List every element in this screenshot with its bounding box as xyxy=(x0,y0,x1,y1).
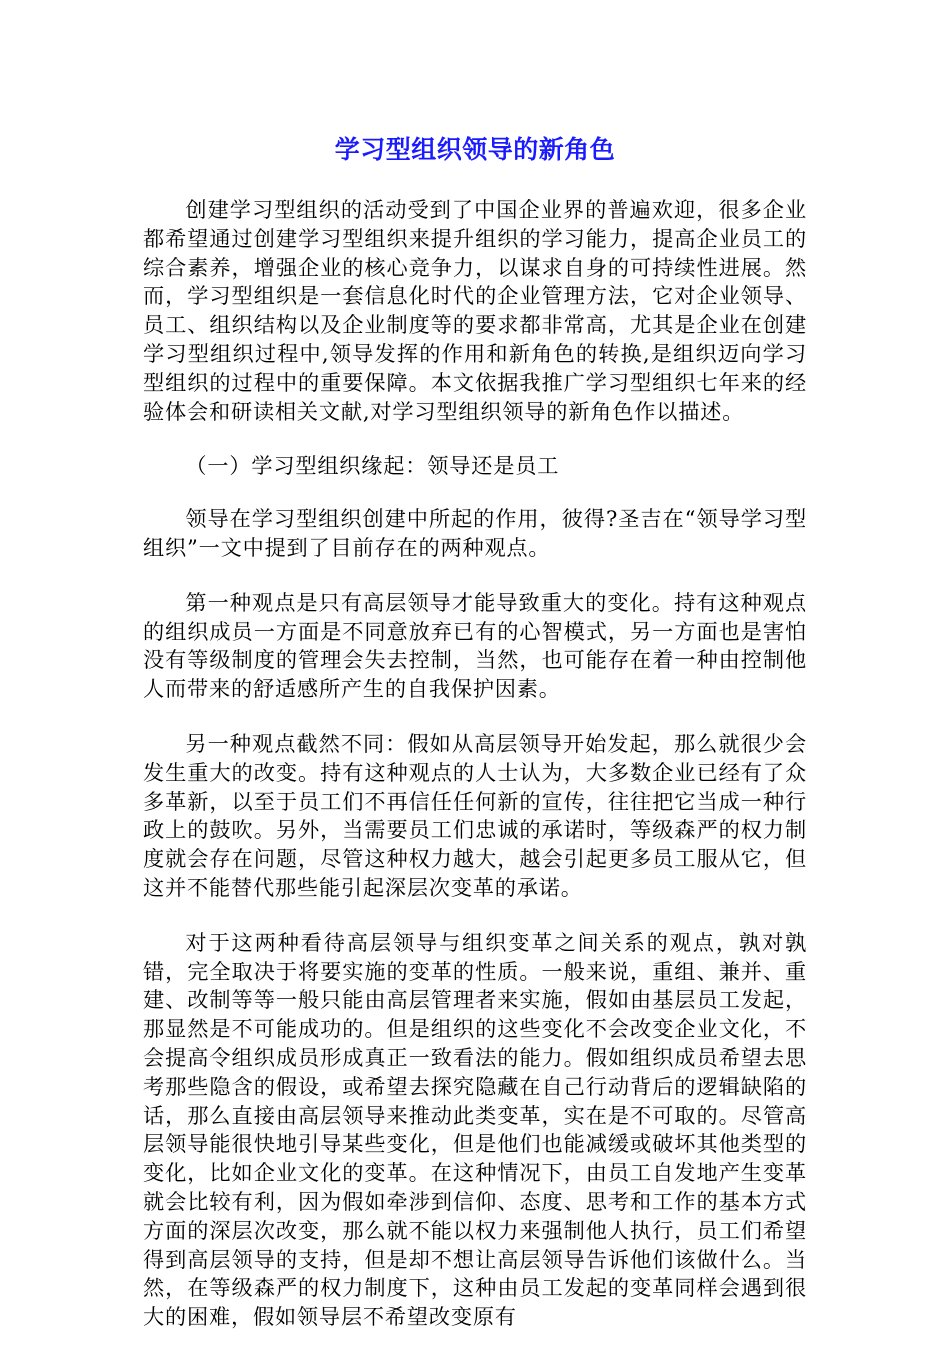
paragraph-first-view: 第一种观点是只有高层领导才能导致重大的变化。持有这种观点的组织成员一方面是不同意放弃已有的心智模式，另一方面也是害怕没有等级制度的管理会失去控制，当然，也可能存在着一种由控制他人而带来的舒适感所产生的自我保护因素。 xyxy=(143,589,807,702)
document-body xyxy=(143,196,807,1358)
document-title: 学习型组织领导的新角色 xyxy=(334,135,616,164)
paragraph-intro: 创建学习型组织的活动受到了中国企业界的普遍欢迎，很多企业都希望通过创建学习型组织来提升组织的学习能力，提高企业员工的综合素养，增强企业的核心竞争力，以谋求自身的可持续性进展。然而，学习型组织是一套信息化时代的企业管理方法，它对企业领导、员工、组织结构以及企业制度等的要求都非常高，尤其是企业在创建学习型组织过程中,领导发挥的作用和新角色的转换,是组织迈向学习型组织的过程中的重要保障。本文依据我推广学习型组织七年来的经验体会和研读相关文献,对学习型组织领导的新角色作以描述。 xyxy=(143,197,807,424)
paragraph-second-view: 另一种观点截然不同：假如从高层领导开始发起，那么就很少会发生重大的改变。持有这种观点的人士认为，大多数企业已经有了众多革新，以至于员工们不再信任任何新的宣传，往往把它当成一种行政上的鼓吹。另外，当需要员工们忠诚的承诺时，等级森严的权力制度就会存在问题，尽管这种权力越大，越会引起更多员工服从它，但这并不能替代那些能引起深层次变革的承诺。 xyxy=(143,730,807,900)
paragraph-two-views: 领导在学习型组织创建中所起的作用，彼得?圣吉在“领导学习型组织”一文中提到了目前存在的两种观点。 xyxy=(143,506,807,560)
paragraph-analysis: 对于这两种看待高层领导与组织变革之间关系的观点，孰对孰错，完全取决于将要实施的变革的性质。一般来说，重组、兼并、重建、改制等等一般只能由高层管理者来实施，假如由基层员工发起，那显然是不可能成功的。但是组织的这些变化不会改变企业文化，不会提高令组织成员形成真正一致看法的能力。假如组织成员希望去思考那些隐含的假设，或希望去探究隐藏在自己行动背后的逻辑缺陷的话，那么直接由高层领导来推动此类变革，实在是不可取的。尽管高层领导能很快地引导某些变化，但是他们也能减缓或破坏其他类型的变化，比如企业文化的变革。在这种情况下，由员工自发地产生变革就会比较有利，因为假如牵涉到信仰、态度、思考和工作的基本方式方面的深层次改变，那么就不能以权力来强制他人执行，员工们希望得到高层领导的支持，但是却不想让高层领导告诉他们该做什么。当然，在等级森严的权力制度下，这种由员工发起的变革同样会遇到很大的困难，假如领导层不希望改变原有 xyxy=(143,929,807,1330)
section-heading: （一）学习型组织缘起：领导还是员工 xyxy=(185,453,560,479)
